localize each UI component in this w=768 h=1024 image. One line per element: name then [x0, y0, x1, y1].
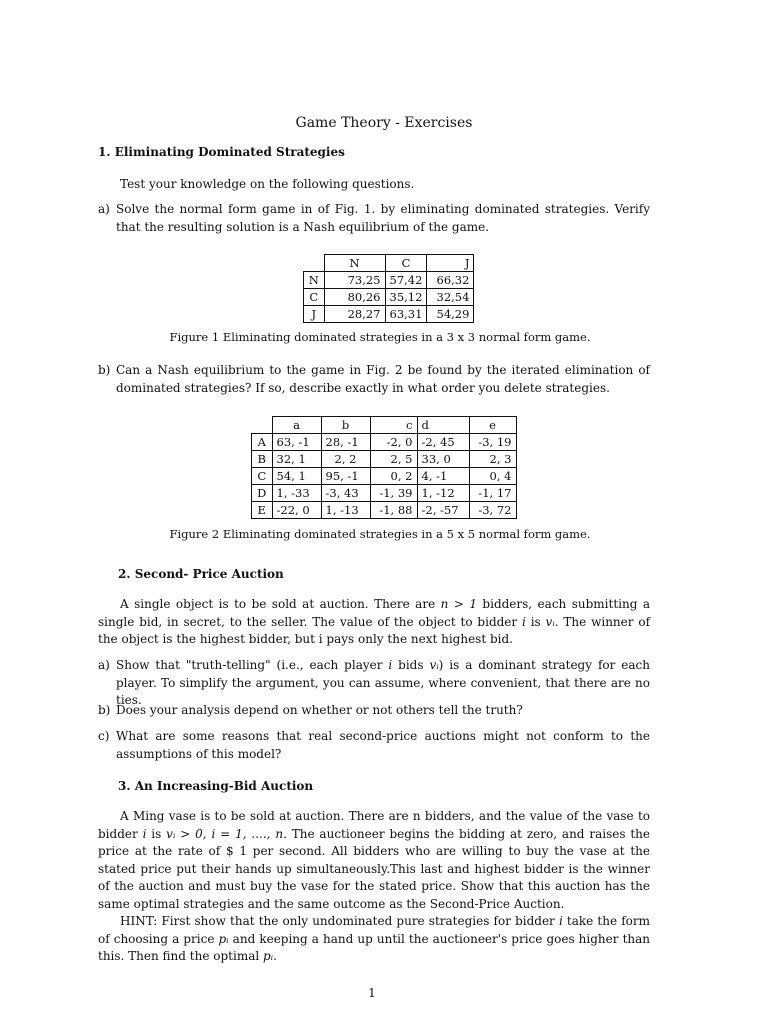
table-row	[252, 451, 517, 468]
table-cell: 28, -1	[321, 434, 370, 451]
fig1-row-header: J	[304, 306, 325, 323]
table-cell: 1, -12	[417, 485, 469, 502]
table-cell: -3, 43	[321, 485, 370, 502]
section-3-hint: HINT: First show that the only undominated pure strategies for bidder i take the form of choosing a price pᵢ and keeping a hand up until the auctioneer's price goes higher than this. Then find the optimal pᵢ.	[98, 914, 651, 963]
table-cell: 2, 5	[370, 451, 417, 468]
table-cell: 4, -1	[417, 468, 469, 485]
table-cell: -2, 45	[417, 434, 469, 451]
page-title: Game Theory - Exercises	[295, 115, 473, 131]
table-row	[252, 468, 517, 485]
section-1-intro: Test your knowledge on the following questions.	[120, 177, 415, 191]
figure-1-table	[303, 254, 474, 323]
table-row	[304, 272, 474, 289]
figure-2-caption: Figure 2 Eliminating dominated strategies in a 5 x 5 normal form game.	[169, 527, 591, 541]
table-row	[304, 289, 474, 306]
table-row	[252, 502, 517, 519]
section-1-heading: 1. Eliminating Dominated Strategies	[98, 145, 345, 159]
question-1b-text: Can a Nash equilibrium to the game in Fig. 2 be found by the iterated elimination of dominated strategies? If so, describe exactly in what order you delete strategies.	[116, 363, 650, 395]
section-3-paragraph-1: A Ming vase is to be sold at auction. There are n bidders, and the value of the vase to bidder i is vᵢ > 0, i = 1, ...., n. The auctioneer begins the bidding at zero, and raises the price at the rate of $ 1 per second. All bidders who are willing to buy the vase at the stated price put their hands up simultaneously.This last and highest bidder is the winner of the auction and must buy the vase for the stated price. Show that this auction has the same optimal strategies and the same outcome as the Second-Price Auction.	[98, 809, 651, 911]
table-cell: 2, 3	[469, 451, 516, 468]
table-cell: -1, 88	[370, 502, 417, 519]
table-cell: -3, 72	[469, 502, 516, 519]
table-cell: 32, 1	[272, 451, 321, 468]
fig2-row-header: A	[252, 434, 273, 451]
fig2-row-header: C	[252, 468, 273, 485]
table-cell: 33, 0	[417, 451, 469, 468]
table-cell: -22, 0	[272, 502, 321, 519]
question-2b	[98, 702, 650, 720]
table-cell: 1, -33	[272, 485, 321, 502]
question-2c	[98, 728, 650, 763]
fig1-col-header: C	[385, 255, 427, 272]
question-1a	[98, 201, 650, 236]
table-cell: 63, -1	[272, 434, 321, 451]
fig2-col-header: e	[469, 417, 516, 434]
table-cell: 0, 4	[469, 468, 516, 485]
fig1-row-header: C	[304, 289, 325, 306]
table-cell: 28,27	[324, 306, 385, 323]
table-cell: 66,32	[427, 272, 474, 289]
question-1b	[98, 362, 650, 397]
question-2b-text: Does your analysis depend on whether or not others tell the truth?	[116, 703, 523, 717]
fig2-col-header: b	[321, 417, 370, 434]
fig2-col-header: a	[272, 417, 321, 434]
page-number: 1	[368, 986, 376, 1000]
table-row	[252, 485, 517, 502]
table-cell: 2, 2	[321, 451, 370, 468]
table-cell: 0, 2	[370, 468, 417, 485]
question-1a-label: a)	[98, 202, 110, 216]
table-cell: -3, 19	[469, 434, 516, 451]
fig1-row-header: N	[304, 272, 325, 289]
table-cell: -1, 39	[370, 485, 417, 502]
table-cell: -2, 0	[370, 434, 417, 451]
fig2-row-header: E	[252, 502, 273, 519]
question-1b-label: b)	[98, 363, 111, 377]
fig2-col-header: d	[417, 417, 469, 434]
fig2-row-header: D	[252, 485, 273, 502]
fig2-col-header: c	[370, 417, 417, 434]
question-2b-label: b)	[98, 703, 111, 717]
table-cell: 73,25	[324, 272, 385, 289]
fig1-col-header: J	[427, 255, 474, 272]
section-3-heading: 3. An Increasing-Bid Auction	[118, 779, 314, 793]
figure-2-table	[251, 416, 517, 519]
table-cell: 54,29	[427, 306, 474, 323]
section-2-heading: 2. Second- Price Auction	[118, 567, 284, 581]
table-cell: 1, -13	[321, 502, 370, 519]
table-cell: 57,42	[385, 272, 427, 289]
figure-1-caption: Figure 1 Eliminating dominated strategies in a 3 x 3 normal form game.	[169, 330, 591, 344]
table-row	[304, 306, 474, 323]
table-cell: -2, -57	[417, 502, 469, 519]
question-2c-label: c)	[98, 729, 110, 743]
question-2a-text: Show that "truth-telling" (i.e., each player i bids vᵢ) is a dominant strategy for each player. To simplify the argument, you can assume, where convenient, that there are no ties.	[116, 658, 650, 707]
section-2-paragraph: A single object is to be sold at auction. There are n > 1 bidders, each submitting a single bid, in secret, to the seller. The value of the object to bidder i is vᵢ. The winner of the object is the highest bidder, but i pays only the next highest bid.	[98, 597, 651, 646]
table-cell: 54, 1	[272, 468, 321, 485]
question-2c-text: What are some reasons that real second-price auctions might not conform to the assumptions of this model?	[116, 729, 650, 761]
table-cell: 63,31	[385, 306, 427, 323]
table-cell: 95, -1	[321, 468, 370, 485]
question-1a-text: Solve the normal form game in of Fig. 1. by eliminating dominated strategies. Verify that the resulting solution is a Nash equilibrium of the game.	[116, 202, 650, 234]
table-cell: 35,12	[385, 289, 427, 306]
fig2-row-header: B	[252, 451, 273, 468]
fig1-col-header: N	[324, 255, 385, 272]
question-2a-label: a)	[98, 658, 110, 672]
table-cell: 32,54	[427, 289, 474, 306]
table-cell: -1, 17	[469, 485, 516, 502]
table-row	[252, 434, 517, 451]
table-cell: 80,26	[324, 289, 385, 306]
